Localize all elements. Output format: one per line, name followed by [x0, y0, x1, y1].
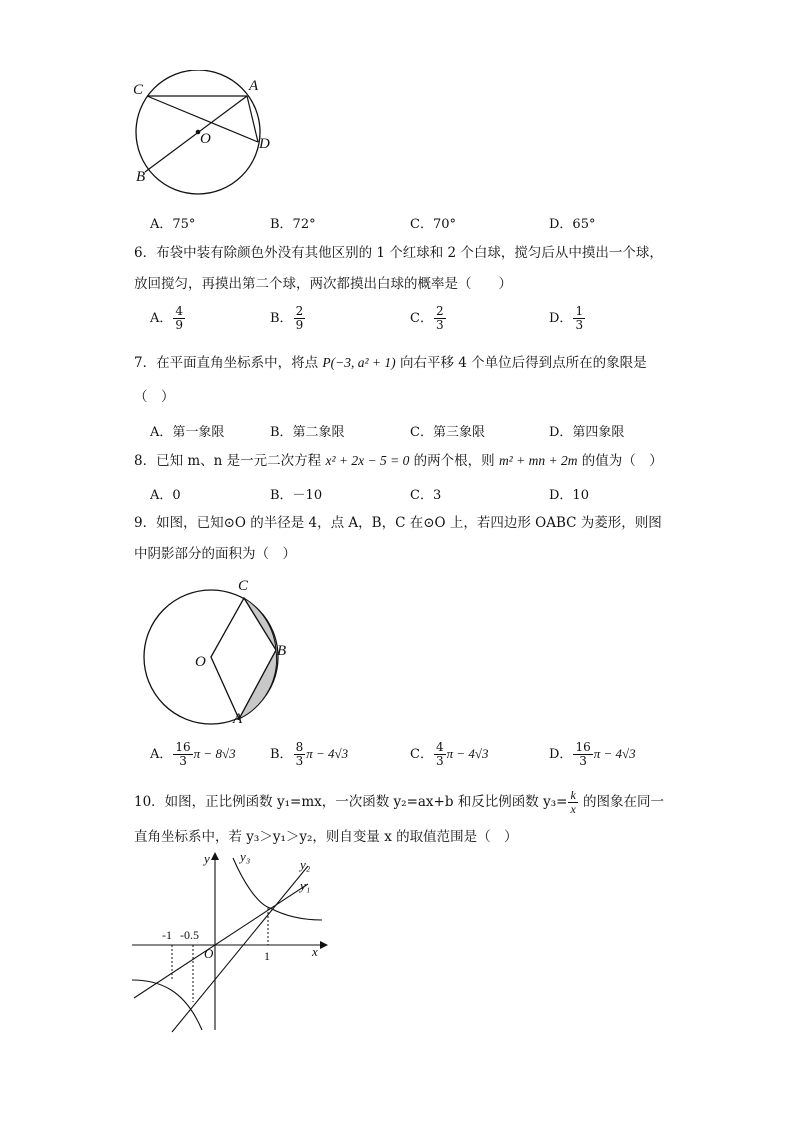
q8-text: 8．已知 m、n 是一元二次方程 x² + 2x − 5 = 0 的两个根，则 m² + mn + 2m 的值为（ ） [134, 453, 663, 469]
label-a: A [249, 78, 259, 94]
q6-text-line2: 放回搅匀，再摸出第二个球，两次都摸出白球的概率是（ ） [134, 276, 512, 292]
q9-text-line2: 中阴影部分的面积为（ ） [134, 546, 296, 562]
rhombus-figure-q9 [140, 580, 290, 725]
q10-text-line1: 10．如图，正比例函数 y₁=mx，一次函数 y₂=ax+b 和反比例函数 y₃= $\frac{k}{x}$ 的图象在同一 [134, 788, 665, 816]
q8-option-b[interactable]: B．－10 [270, 488, 323, 503]
y1-label: y₁ [300, 878, 311, 893]
q10-text-line2: 直角坐标系中，若 y₃＞y₁＞y₂，则自变量 x 的取值范围是（ ） [134, 829, 518, 845]
tick-label-1: 1 [264, 949, 270, 963]
line-y2 [172, 866, 311, 1032]
tick-label-neg05: -0.5 [180, 928, 199, 942]
q6-option-d[interactable]: D． $\frac{1}{3}$ [549, 304, 584, 332]
label-b: B [277, 643, 287, 659]
label-c: C [238, 578, 249, 594]
label-a: A [233, 711, 243, 727]
q7-option-c[interactable]: C．第三象限 [410, 425, 485, 440]
q9-option-c[interactable]: C． $\frac{4}{3}$ π − 4√3 [410, 740, 489, 768]
q9-option-b[interactable]: B． $\frac{8}{3}$ π − 4√3 [270, 740, 349, 768]
x-axis-label: x [312, 944, 318, 959]
q6-option-b[interactable]: B． $\frac{2}{9}$ [270, 304, 304, 332]
label-o: O [195, 654, 206, 670]
origin-label: O [204, 946, 214, 961]
label-d: D [259, 136, 270, 152]
x-axis-arrow [320, 941, 328, 949]
q7-text-line1: 7．在平面直角坐标系中，将点 P(−3, a² + 1) 向右平移 4 个单位后得到点所在的象限是 [134, 355, 647, 371]
y-axis-arrow [211, 852, 219, 860]
q7-option-b[interactable]: B．第二象限 [270, 425, 345, 440]
label-c: C [133, 82, 144, 98]
q8-equation: x² + 2x − 5 = 0 [325, 453, 410, 468]
q5-option-b[interactable]: B．72° [270, 217, 316, 232]
q5-option-c[interactable]: C．70° [410, 217, 456, 232]
q5-option-a[interactable]: A．75° [150, 217, 196, 232]
q7-point: P(−3, a² + 1) [322, 355, 396, 370]
q7-option-d[interactable]: D．第四象限 [549, 425, 625, 440]
diameter-ab [145, 96, 247, 172]
q6-option-a[interactable]: A． $\frac{4}{9}$ [150, 304, 184, 332]
q7-option-a[interactable]: A．第一象限 [150, 425, 225, 440]
y-axis-label: y [204, 851, 210, 866]
q8-expression: m² + mn + 2m [498, 453, 578, 468]
label-o: O [200, 131, 211, 147]
q8-option-c[interactable]: C．3 [410, 488, 442, 503]
q9-option-a[interactable]: A． $\frac{16}{3}$ π − 8√3 [150, 740, 236, 768]
q9-option-d[interactable]: D． $\frac{16}{3}$ π − 4√3 [549, 740, 636, 768]
tick-label-neg1: -1 [162, 928, 172, 942]
rhombus-oabc [211, 598, 276, 719]
y2-label: y₂ [300, 857, 311, 872]
q9-text-line1: 9．如图，已知⊙O 的半径是 4，点 A，B，C 在⊙O 上，若四边形 OABC 为菱形，则图 [134, 515, 662, 531]
line-y1 [134, 884, 308, 998]
hyperbola-branch-lower [132, 980, 202, 1030]
q6-text-line1: 6．布袋中装有除颜色外没有其他区别的 1 个红球和 2 个白球，搅匀后从中摸出一个球， [134, 245, 663, 261]
q8-option-d[interactable]: D．10 [549, 488, 589, 503]
q6-option-c[interactable]: C． $\frac{2}{3}$ [410, 304, 444, 332]
q5-option-d[interactable]: D．65° [549, 217, 596, 232]
q8-option-a[interactable]: A．0 [150, 488, 181, 503]
y3-label: y₃ [240, 849, 251, 864]
q7-text-line2: （ ） [134, 389, 175, 405]
label-b: B [136, 169, 146, 185]
